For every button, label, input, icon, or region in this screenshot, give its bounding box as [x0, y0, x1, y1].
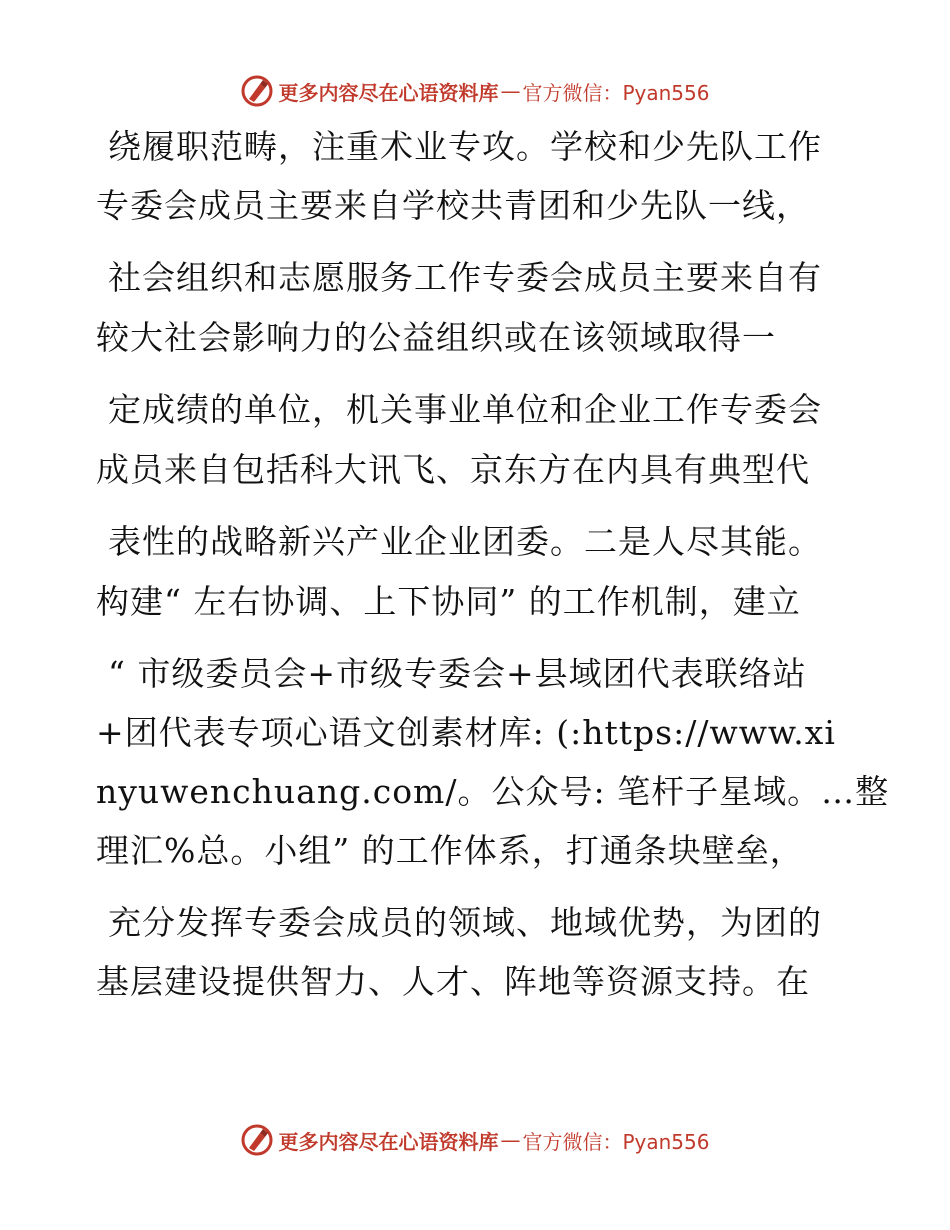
text-line-1: 绕履职范畴，注重术业专攻。学校和少先队工作	[108, 127, 822, 166]
text-line-9: “ 市级委员会+市级专委会+县域团代表联络站	[108, 654, 807, 693]
header-banner-separator: —	[500, 79, 521, 103]
text-line-13: 充分发挥专委会成员的领域、地域优势，为团的	[108, 903, 822, 942]
header-banner-text: 更多内容尽在心语资料库	[278, 80, 499, 105]
text-line-8: 构建“ 左右协调、上下协同” 的工作机制，建立	[96, 582, 801, 621]
text-line-12: 理汇%总。小组” 的工作体系，打通条块壁垒，	[96, 831, 804, 870]
footer-banner-account: 官方微信：Pyan556	[522, 1129, 710, 1154]
text-line-10: +团代表专项心语文创素材库: (:https://www.xi	[96, 713, 836, 752]
text-line-5: 定成绩的单位，机关事业单位和企业工作专委会	[108, 390, 822, 429]
pen-circle-logo-icon	[240, 1123, 274, 1157]
text-line-14: 基层建设提供智力、人才、阵地等资源支持。在	[96, 962, 810, 1001]
text-line-4: 较大社会影响力的公益组织或在该领域取得一	[96, 318, 776, 357]
text-line-2: 专委会成员主要来自学校共青团和少先队一线，	[96, 186, 810, 225]
footer-banner	[0, 1120, 950, 1160]
pen-circle-logo-icon	[240, 74, 274, 108]
footer-banner-separator: —	[500, 1128, 521, 1152]
footer-banner-text: 更多内容尽在心语资料库	[278, 1129, 499, 1154]
text-line-7: 表性的战略新兴产业企业团委。二是人尽其能。	[108, 522, 822, 561]
text-line-6: 成员来自包括科大讯飞、京东方在内具有典型代	[96, 450, 810, 489]
header-banner-account: 官方微信：Pyan556	[522, 80, 710, 105]
header-banner	[0, 71, 950, 111]
text-line-11: nyuwenchuang.com/。公众号: 笔杆子星域。…整	[96, 772, 890, 811]
text-line-3: 社会组织和志愿服务工作专委会成员主要来自有	[108, 258, 822, 297]
